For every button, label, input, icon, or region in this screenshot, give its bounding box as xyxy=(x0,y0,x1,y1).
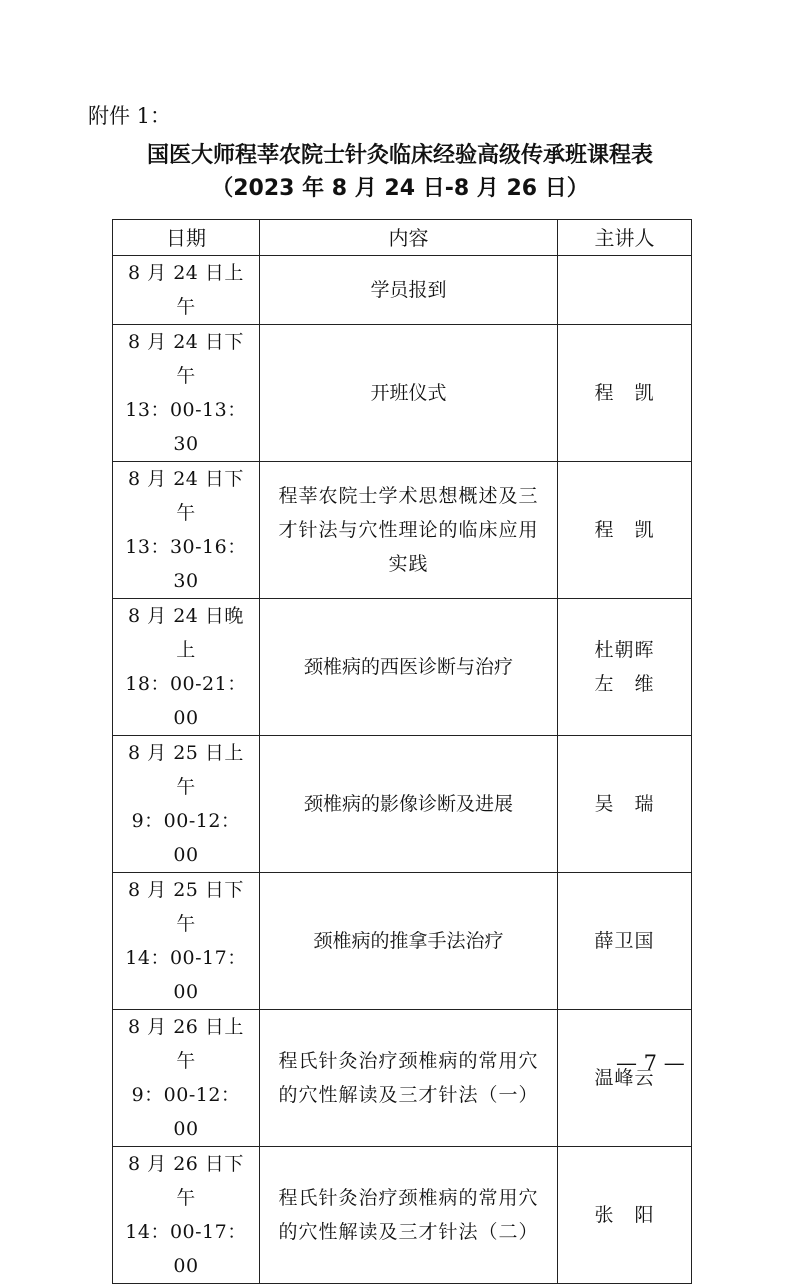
date-cell-line: 18：00-21：00 xyxy=(125,673,247,729)
content-cell xyxy=(260,1010,558,1147)
date-cell xyxy=(113,462,260,599)
date-cell-line: 8 月 24 日晚上 xyxy=(128,605,244,661)
table-row xyxy=(113,873,692,1010)
content-cell-line: 程氏针灸治疗颈椎病的常用穴 xyxy=(278,1187,539,1209)
date-cell xyxy=(113,1010,260,1147)
date-cell xyxy=(113,736,260,873)
speaker-cell-line: 吴 瑞 xyxy=(594,793,655,815)
table-row xyxy=(113,1147,692,1284)
table-header-row xyxy=(113,220,692,256)
speaker-cell xyxy=(558,462,692,599)
date-cell-line: 8 月 25 日下午 xyxy=(128,879,244,935)
date-cell-line: 8 月 24 日下午 xyxy=(128,468,244,524)
content-cell-line: 颈椎病的西医诊断与治疗 xyxy=(303,656,513,678)
speaker-cell xyxy=(558,873,692,1010)
date-cell-line: 8 月 24 日下午 xyxy=(128,331,244,387)
date-cell-line: 8 月 24 日上午 xyxy=(128,262,244,318)
content-cell-line: 的穴性解读及三才针法（一） xyxy=(278,1084,539,1106)
content-cell xyxy=(260,599,558,736)
date-cell-line: 9：00-12：00 xyxy=(131,810,241,866)
table-row xyxy=(113,599,692,736)
speaker-cell-line: 左 维 xyxy=(594,673,655,695)
speaker-cell xyxy=(558,599,692,736)
date-cell xyxy=(113,325,260,462)
content-cell-line: 学员报到 xyxy=(370,279,447,301)
content-cell xyxy=(260,325,558,462)
content-cell-line: 实践 xyxy=(388,553,429,575)
speaker-cell-line: 程 凯 xyxy=(594,519,655,541)
page-number: — 7 — xyxy=(616,1051,685,1075)
speaker-cell xyxy=(558,1147,692,1284)
date-cell-line: 8 月 26 日下午 xyxy=(128,1153,244,1209)
speaker-cell xyxy=(558,1010,692,1147)
attachment-label: 附件 1： xyxy=(88,104,172,128)
date-cell xyxy=(113,1147,260,1284)
date-cell-line: 9：00-12：00 xyxy=(131,1084,241,1140)
content-cell xyxy=(260,256,558,325)
content-cell-line: 才针法与穴性理论的临床应用 xyxy=(278,519,539,541)
content-cell xyxy=(260,873,558,1010)
document-subtitle-dates: （2023 年 8 月 24 日-8 月 26 日） xyxy=(211,176,589,201)
content-cell-line: 程氏针灸治疗颈椎病的常用穴 xyxy=(278,1050,539,1072)
content-cell xyxy=(260,736,558,873)
header-date: 日期 xyxy=(113,220,260,256)
speaker-cell-line: 程 凯 xyxy=(594,382,655,404)
date-cell-line: 8 月 25 日上午 xyxy=(128,742,244,798)
content-cell-line: 程莘农院士学术思想概述及三 xyxy=(278,485,539,507)
schedule-table xyxy=(112,219,692,1284)
table-row xyxy=(113,1010,692,1147)
date-cell xyxy=(113,873,260,1010)
date-cell xyxy=(113,256,260,325)
speaker-cell xyxy=(558,736,692,873)
table-row xyxy=(113,256,692,325)
date-cell-line: 14：00-17：00 xyxy=(125,947,247,1003)
content-cell xyxy=(260,1147,558,1284)
speaker-cell-line: 张 阳 xyxy=(594,1204,655,1226)
date-cell-line: 13：30-16：30 xyxy=(125,536,247,592)
content-cell-line: 颈椎病的影像诊断及进展 xyxy=(303,793,513,815)
date-cell-line: 8 月 26 日上午 xyxy=(128,1016,244,1072)
speaker-cell-line: 薛卫国 xyxy=(594,930,655,952)
table-row xyxy=(113,736,692,873)
speaker-cell xyxy=(558,325,692,462)
header-content: 内容 xyxy=(260,220,558,256)
table-row xyxy=(113,462,692,599)
content-cell-line: 开班仪式 xyxy=(370,382,447,404)
content-cell-line: 颈椎病的推拿手法治疗 xyxy=(313,930,504,952)
speaker-cell-line: 温峰云 xyxy=(594,1067,655,1089)
date-cell xyxy=(113,599,260,736)
document-title: 国医大师程莘农院士针灸临床经验高级传承班课程表 xyxy=(146,143,653,168)
speaker-cell-line: 杜朝晖 xyxy=(594,639,655,661)
header-speaker: 主讲人 xyxy=(558,220,692,256)
content-cell-line: 的穴性解读及三才针法（二） xyxy=(278,1221,539,1243)
table-row xyxy=(113,325,692,462)
speaker-cell xyxy=(558,256,692,325)
content-cell xyxy=(260,462,558,599)
date-cell-line: 13：00-13：30 xyxy=(125,399,247,455)
date-cell-line: 14：00-17：00 xyxy=(125,1221,247,1277)
